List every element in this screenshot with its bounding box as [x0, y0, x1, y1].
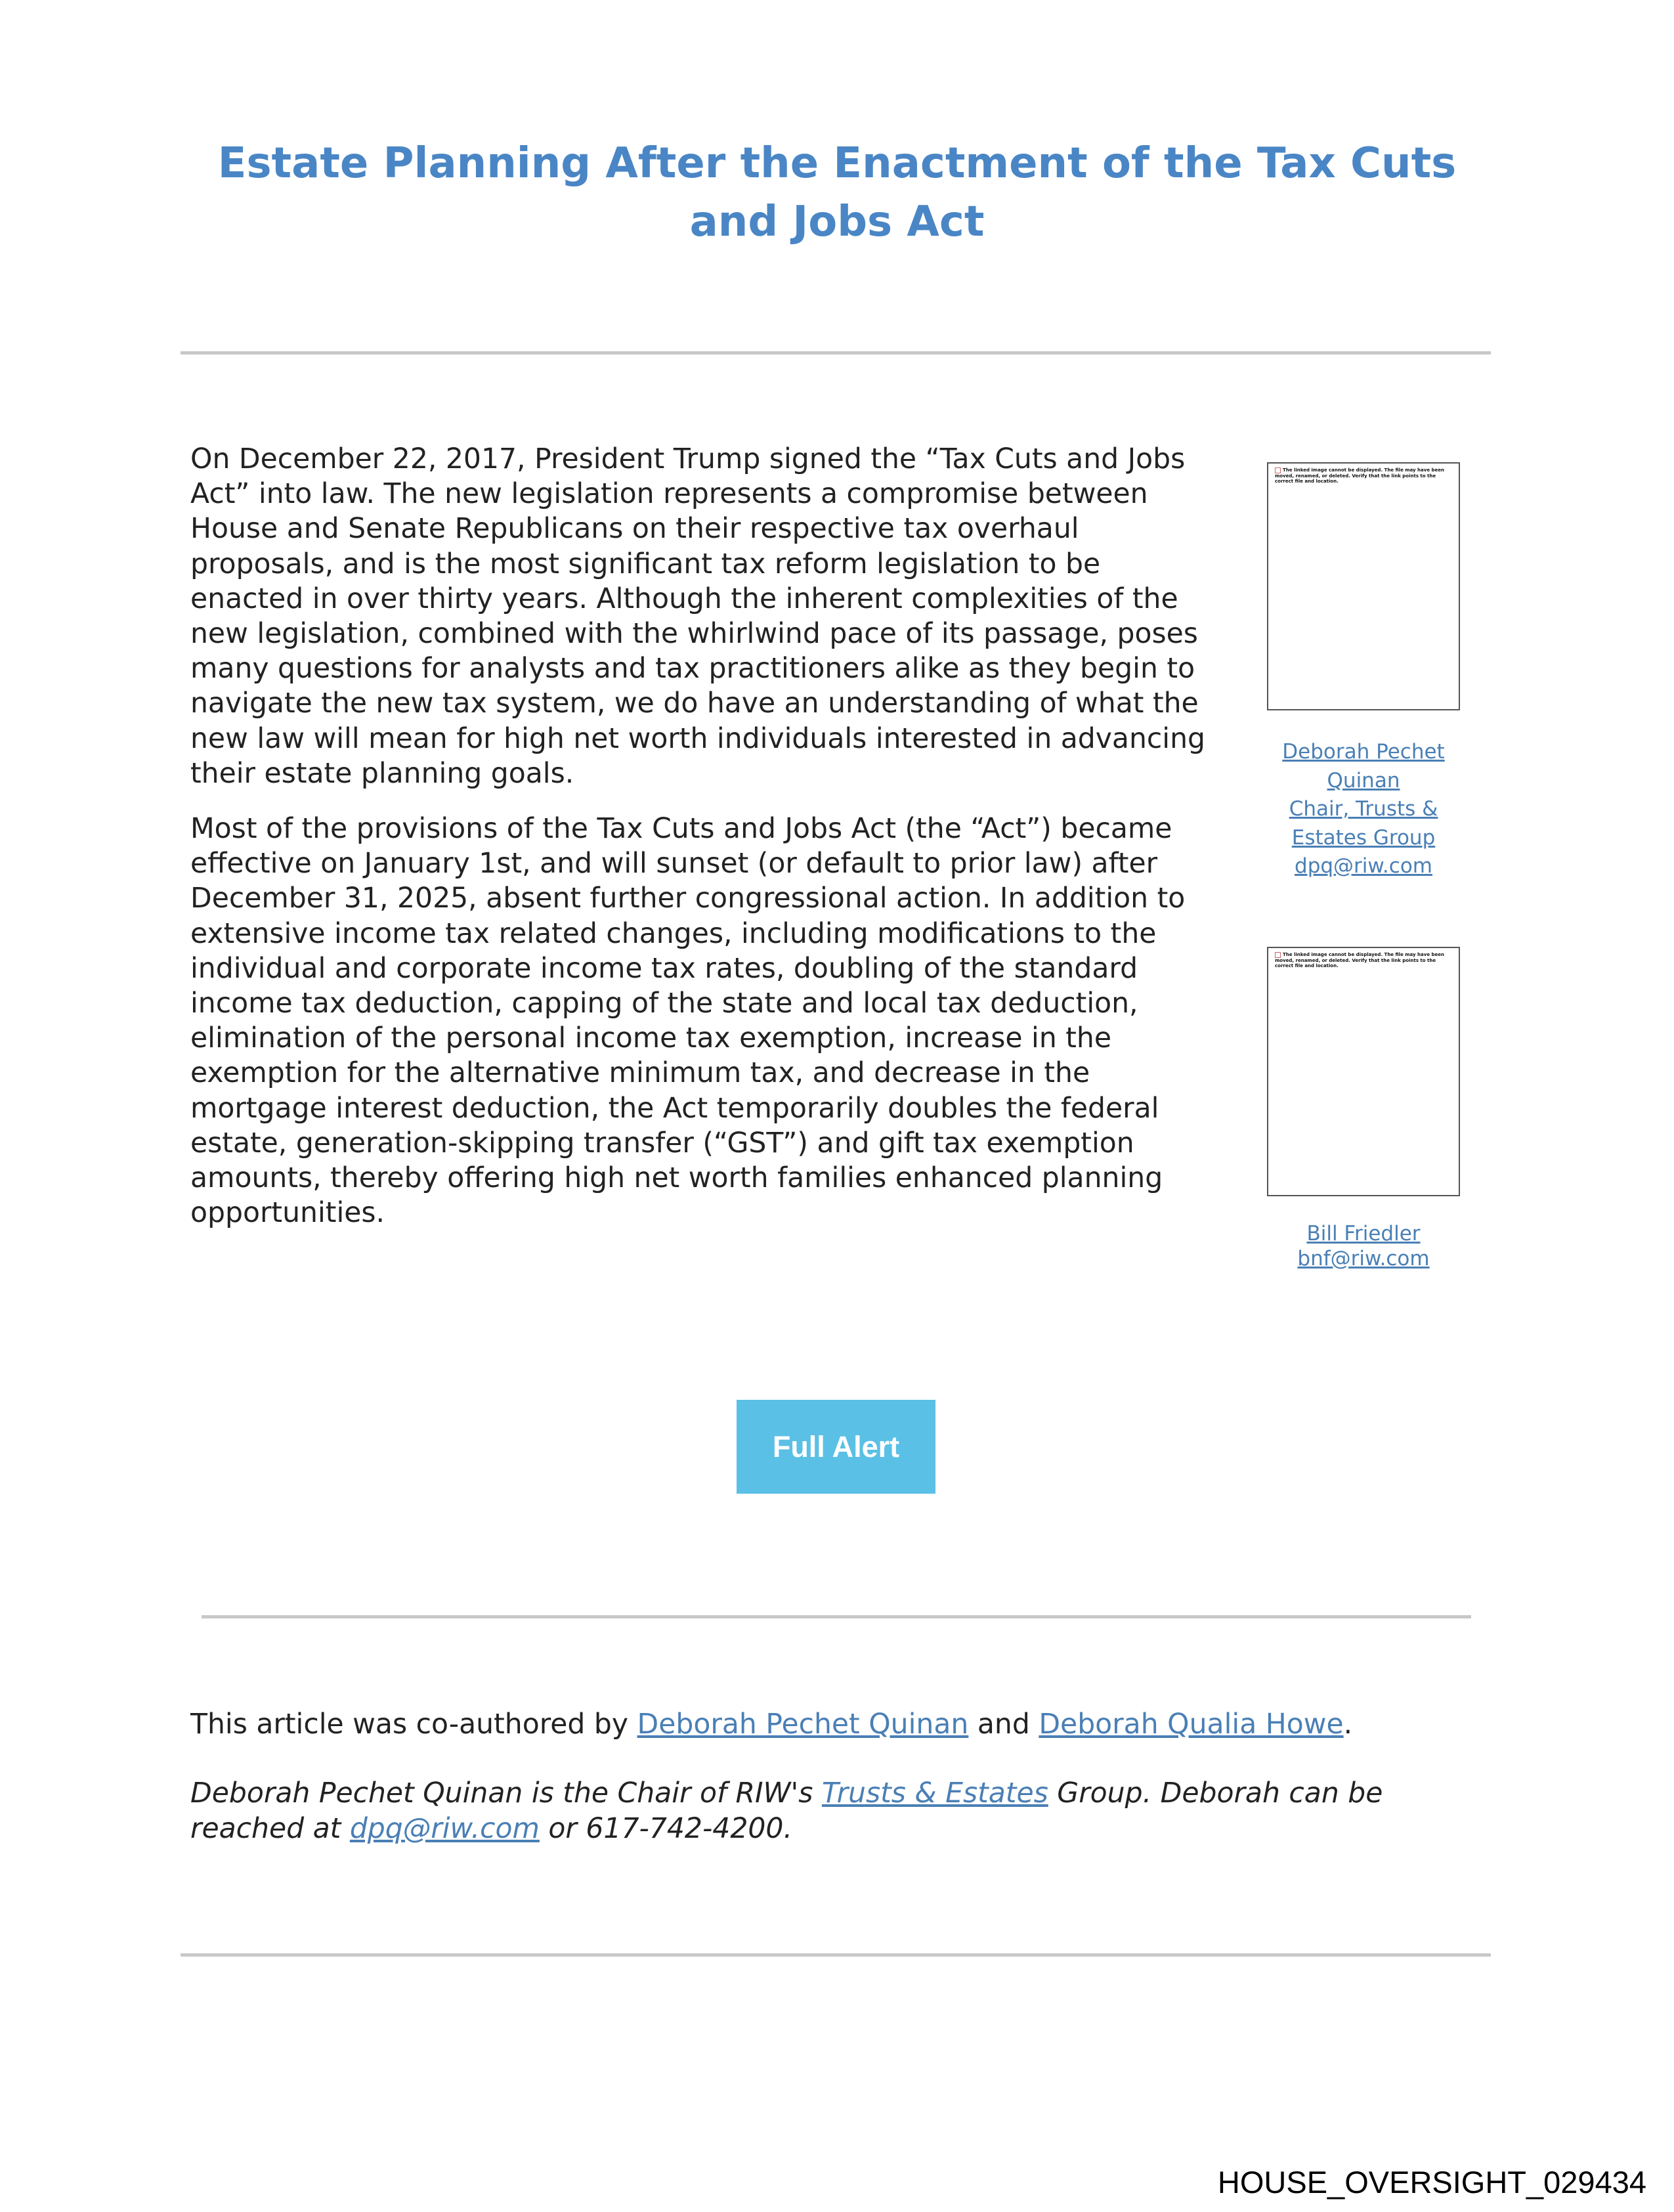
author-bio	[190, 1776, 1477, 1847]
broken-image-text: The linked image cannot be displayed. The file may have been moved, renamed, or deleted. Verify that the link points to the correct file and location.	[1275, 952, 1445, 968]
text-line: their estate planning goals.	[190, 757, 574, 790]
title-line: Estate Planning After the Enactment of the Tax Cuts	[217, 139, 1457, 188]
broken-image-message	[1275, 467, 1453, 484]
text-line: many questions for analysts and tax practitioners alike as they begin to	[190, 653, 1195, 685]
page-title	[0, 135, 1674, 251]
broken-image-text: The linked image cannot be displayed. The file may have been moved, renamed, or deleted. Verify that the link points to the correct file and location.	[1275, 467, 1445, 484]
text-line: income tax deduction, capping of the state and local tax deduction,	[190, 987, 1138, 1020]
full-alert-button[interactable]	[737, 1400, 935, 1494]
author-2-caption	[1241, 1221, 1486, 1271]
author-1-title-link[interactable]: Chair, Trusts &	[1289, 797, 1438, 821]
coauthor-link-1[interactable]: Deborah Pechet Quinan	[637, 1708, 969, 1741]
divider	[202, 1615, 1471, 1618]
coauthor-text: .	[1343, 1708, 1353, 1741]
bio-text: reached at	[190, 1813, 350, 1845]
text-line: exemption for the alternative minimum tax, and decrease in the	[190, 1057, 1090, 1090]
author-1-title-link[interactable]: Estates Group	[1291, 825, 1436, 850]
broken-image-message	[1275, 952, 1453, 968]
text-line: Most of the provisions of the Tax Cuts and Jobs Act (the “Act”) became	[190, 813, 1172, 845]
text-line: Act” into law. The new legislation represents a compromise between	[190, 478, 1148, 511]
divider	[181, 1953, 1491, 1957]
paragraph-1	[190, 442, 1254, 791]
author-1-email-link[interactable]: dpq@riw.com	[1295, 854, 1432, 878]
text-line: new law will mean for high net worth individuals interested in advancing	[190, 722, 1205, 755]
text-line: December 31, 2025, absent further congressional action. In addition to	[190, 882, 1186, 915]
author-2-name-link[interactable]: Bill Friedler	[1306, 1222, 1421, 1246]
text-line: individual and corporate income tax rates, doubling of the standard	[190, 952, 1138, 985]
text-line: enacted in over thirty years. Although the inherent complexities of the	[190, 582, 1178, 615]
bates-number: HOUSE_OVERSIGHT_029434	[1217, 2165, 1646, 2200]
title-line: and Jobs Act	[689, 198, 985, 246]
bio-text: Deborah Pechet Quinan is the Chair of RIW's	[190, 1777, 822, 1810]
broken-image-icon	[1275, 467, 1281, 473]
text-line: estate, generation-skipping transfer (“GST”) and gift tax exemption	[190, 1127, 1134, 1160]
text-line: elimination of the personal income tax exemption, increase in the	[190, 1022, 1112, 1055]
text-line: extensive income tax related changes, including modifications to the	[190, 917, 1157, 950]
coauthor-note	[190, 1707, 1477, 1743]
coauthor-text: This article was co-authored by	[190, 1708, 637, 1741]
text-line: On December 22, 2017, President Trump signed the “Tax Cuts and Jobs	[190, 443, 1186, 475]
text-line: amounts, thereby offering high net worth families enhanced planning	[190, 1162, 1163, 1195]
broken-image-author-photo	[1267, 947, 1460, 1196]
bio-text: Group. Deborah can be	[1048, 1777, 1383, 1810]
trusts-estates-link[interactable]: Trusts & Estates	[821, 1777, 1048, 1810]
paragraph-2	[190, 812, 1254, 1230]
author-1-name-link[interactable]: Deborah Pechet	[1282, 740, 1445, 764]
text-line: mortgage interest deduction, the Act temporarily doubles the federal	[190, 1092, 1159, 1125]
full-alert-label: Full Alert	[772, 1429, 900, 1464]
text-line: House and Senate Republicans on their respective tax overhaul	[190, 513, 1079, 546]
coauthor-text: and	[968, 1708, 1039, 1741]
author-1-caption	[1241, 738, 1486, 881]
bio-text: or 617-742-4200.	[539, 1813, 792, 1845]
text-line: proposals, and is the most significant tax reform legislation to be	[190, 548, 1101, 580]
broken-image-icon	[1275, 952, 1281, 958]
bio-email-link[interactable]: dpq@riw.com	[349, 1813, 540, 1845]
text-line: opportunities.	[190, 1197, 385, 1230]
author-1-name-link[interactable]: Quinan	[1327, 768, 1400, 792]
text-line: navigate the new tax system, we do have an understanding of what the	[190, 687, 1199, 720]
divider	[181, 351, 1491, 355]
coauthor-link-2[interactable]: Deborah Qualia Howe	[1039, 1708, 1344, 1741]
text-line: new legislation, combined with the whirlwind pace of its passage, poses	[190, 618, 1198, 651]
text-line: effective on January 1st, and will sunset (or default to prior law) after	[190, 848, 1158, 880]
broken-image-author-photo	[1267, 462, 1460, 710]
author-2-email-link[interactable]: bnf@riw.com	[1297, 1247, 1430, 1270]
